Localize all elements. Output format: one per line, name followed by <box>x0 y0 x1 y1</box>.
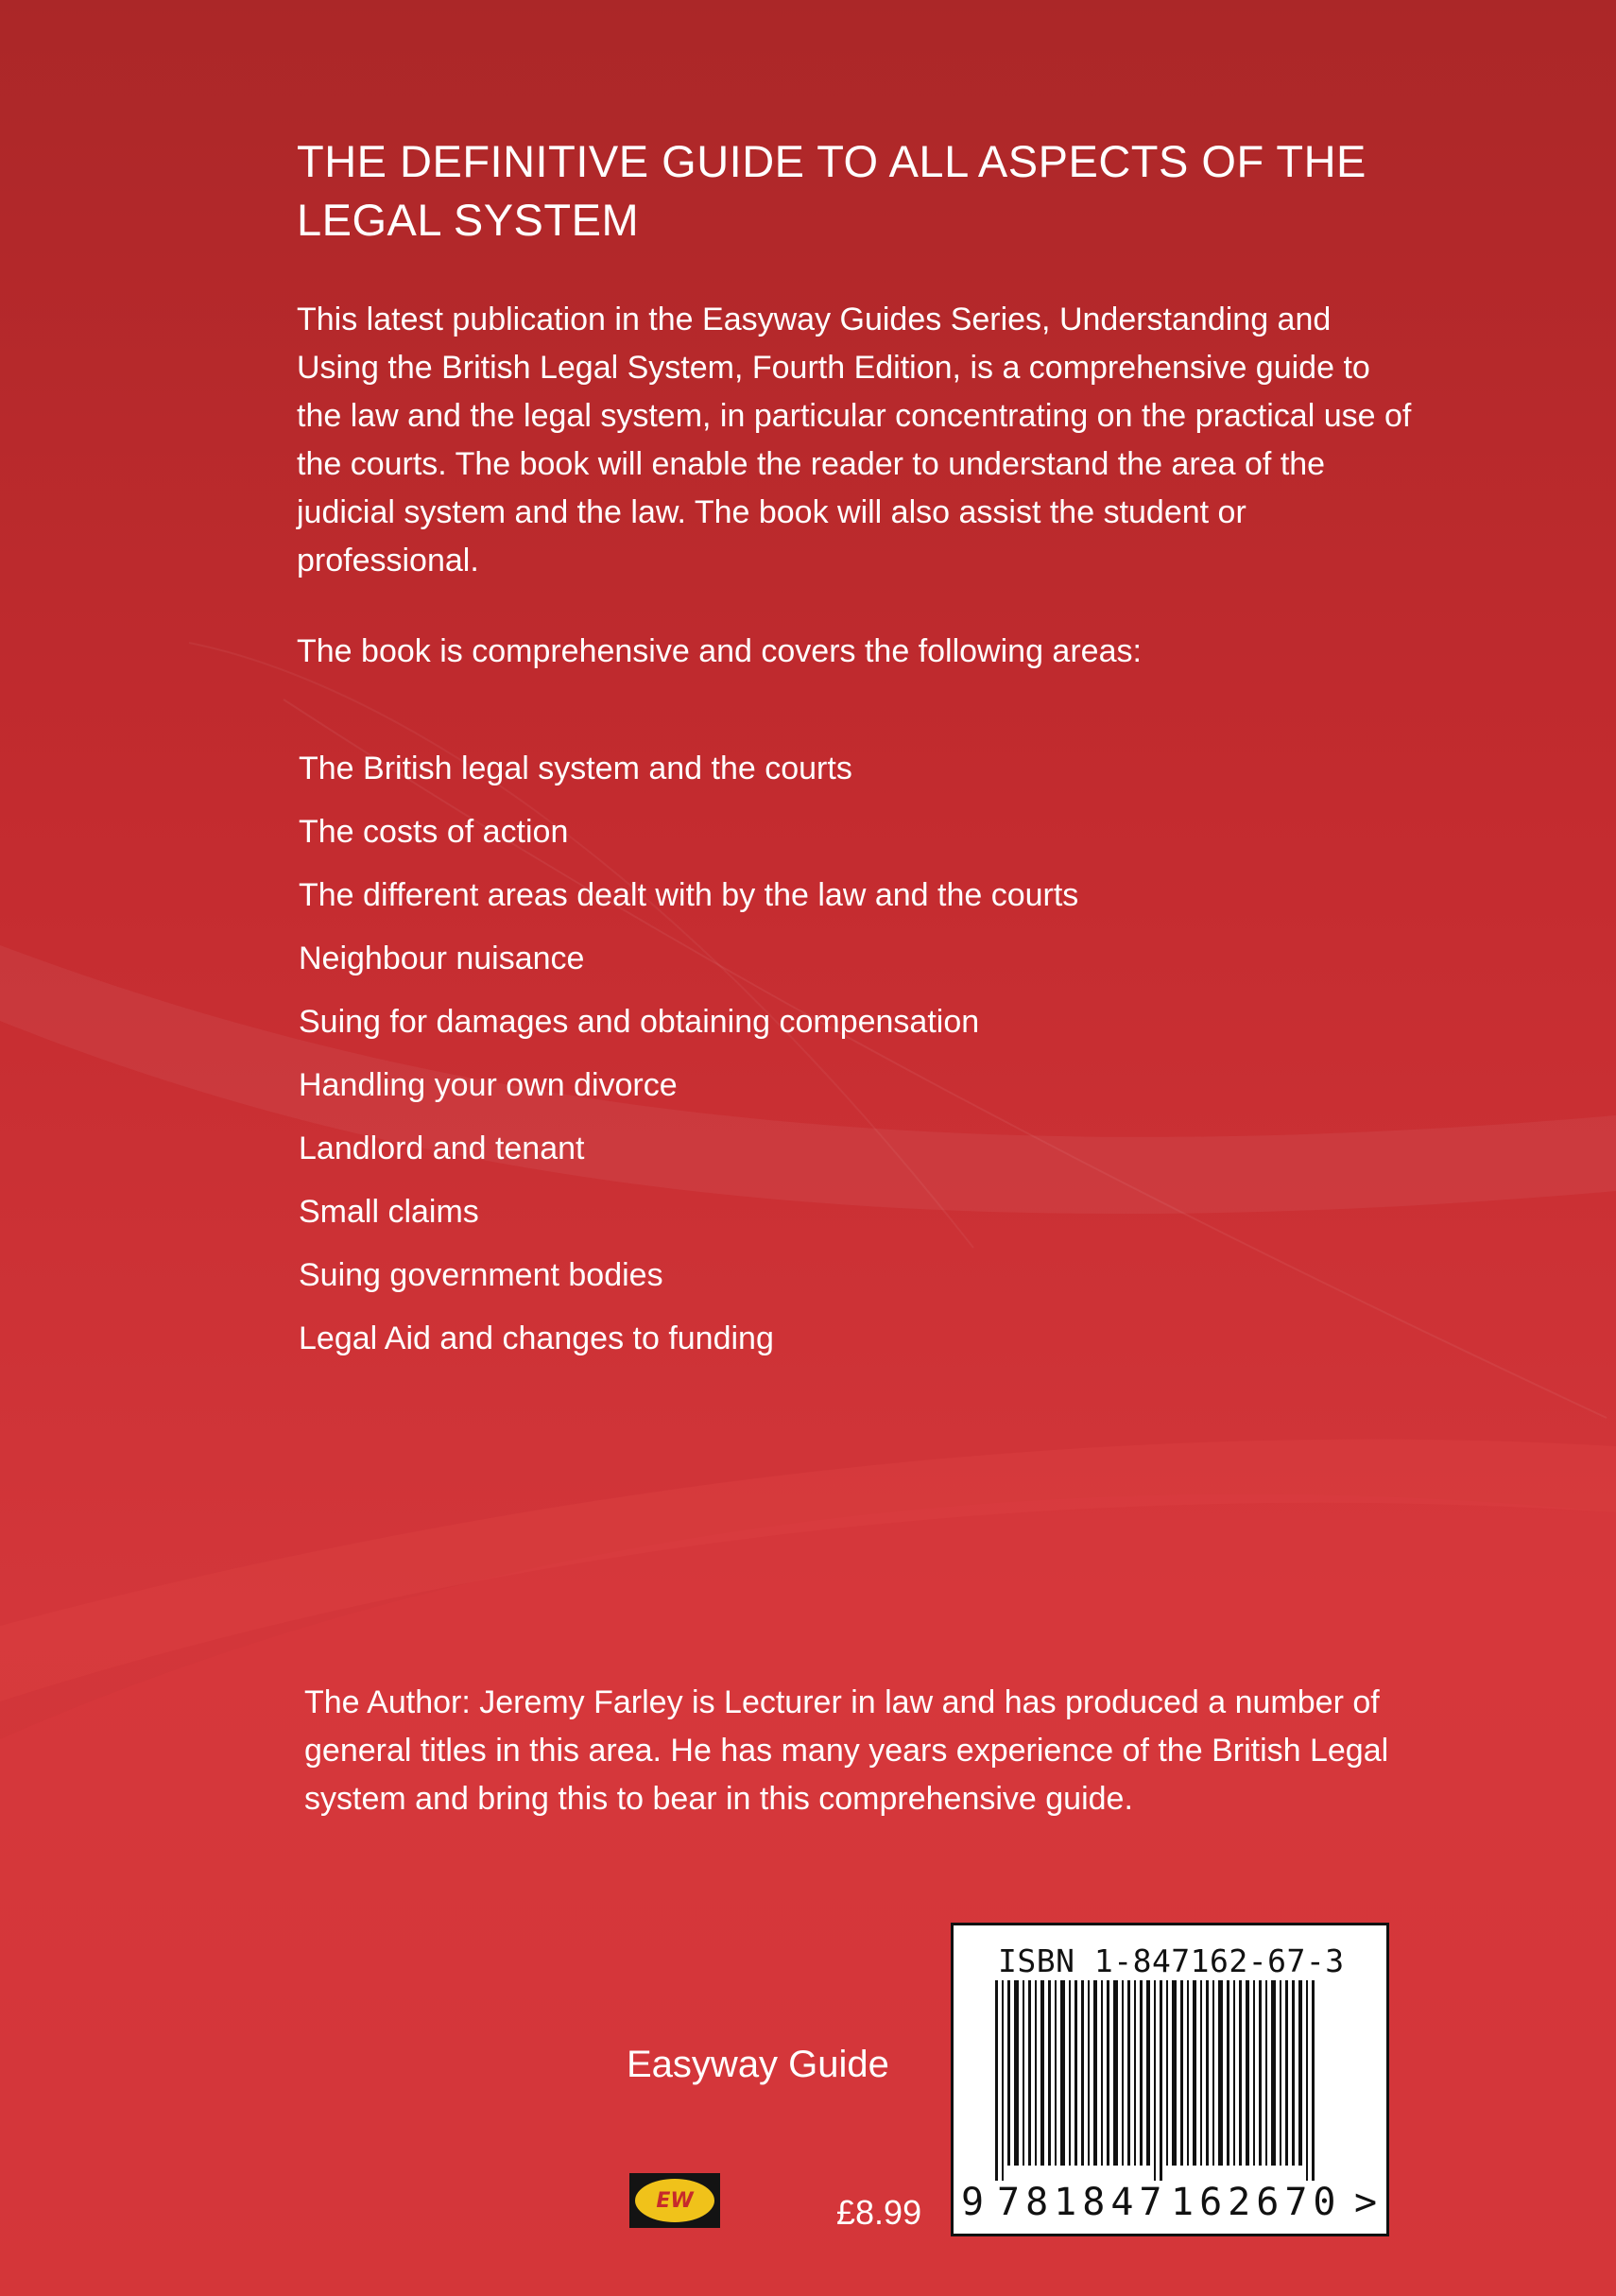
barcode-bar <box>1140 1980 1143 2166</box>
barcode-bar <box>1014 1980 1019 2166</box>
barcode-bar <box>1060 1980 1065 2166</box>
barcode-bar <box>1160 1980 1162 2181</box>
barcode-bar <box>1306 1980 1308 2181</box>
ean-left-group: 781847 <box>997 2181 1168 2224</box>
barcode-bar <box>1007 1980 1010 2166</box>
barcode-bar <box>1093 1980 1097 2166</box>
barcode-bar <box>1172 1980 1177 2166</box>
areas-list <box>299 737 1078 1371</box>
intro-paragraph: This latest publication in the Easyway Guides Series, Understanding and Using the British Legal System, Fourth Edition, is a comprehensive guide to the law and the legal system, in particular concentrating on the practical use of the courts. The book will enable the reader to understand the area of the judicial system and the law. The book will also assist the student or professional. <box>297 302 1412 578</box>
barcode-bar <box>1023 1980 1024 2166</box>
barcode-bar <box>1227 1980 1229 2166</box>
barcode-bar <box>1166 1980 1168 2166</box>
price-label: £8.99 <box>836 2193 922 2232</box>
barcode-bar <box>1122 1980 1124 2166</box>
barcode-bar <box>1246 1980 1249 2166</box>
author-bio: The Author: Jeremy Farley is Lecturer in law and has produced a number of general titles in this area. He has many years experience of the British Legal system and bring this to bear in this comprehensive guide. <box>304 1684 1389 1817</box>
barcode-bar <box>1233 1980 1235 2166</box>
barcode-bar <box>1285 1980 1288 2166</box>
area-item: Landlord and tenant <box>299 1131 585 1166</box>
barcode-bar <box>1298 1980 1302 2166</box>
cover-heading: THE DEFINITIVE GUIDE TO ALL ASPECTS OF THE LEGAL SYSTEM <box>297 136 1367 245</box>
barcode-bar <box>1113 1980 1118 2166</box>
barcode-bar <box>1292 1980 1295 2166</box>
barcode-bar <box>1206 1980 1209 2166</box>
barcode-bar <box>1040 1980 1044 2166</box>
ean-end-marker: > <box>1354 2181 1378 2224</box>
barcode-bar <box>1055 1980 1057 2166</box>
barcode-icon <box>954 1980 1386 2181</box>
barcode-bar <box>1187 1980 1189 2166</box>
barcode-bar <box>1081 1980 1084 2166</box>
barcode-bar <box>1134 1980 1136 2166</box>
barcode-bar <box>1146 1980 1150 2166</box>
area-item: Small claims <box>299 1194 479 1230</box>
ean-number <box>954 2181 1386 2224</box>
area-item: The British legal system and the courts <box>299 751 852 786</box>
barcode-bar <box>1069 1980 1071 2166</box>
barcode-bar <box>1127 1980 1130 2166</box>
barcode-bar <box>1107 1980 1109 2166</box>
ean-first-digit: 9 <box>961 2181 985 2224</box>
publisher-logo <box>629 2173 720 2228</box>
isbn-barcode-box <box>951 1923 1389 2236</box>
ean-right-group: 162670 <box>1171 2181 1342 2224</box>
barcode-bar <box>1312 1980 1315 2181</box>
barcode-bar <box>1218 1980 1223 2166</box>
barcode-bar <box>1259 1980 1262 2166</box>
barcode-bar <box>995 1980 998 2181</box>
barcode-bar <box>1212 1980 1214 2166</box>
barcode-bar <box>1028 1980 1031 2166</box>
publisher-logo-text: EW <box>635 2179 714 2222</box>
barcode-bar <box>1180 1980 1183 2166</box>
areas-lead-text: The book is comprehensive and covers the following areas: <box>297 633 1142 669</box>
area-item: Handling your own divorce <box>299 1067 678 1103</box>
area-item: Suing for damages and obtaining compensation <box>299 1004 980 1040</box>
barcode-bar <box>1074 1980 1077 2166</box>
barcode-bar <box>1048 1980 1051 2166</box>
barcode-bar <box>1154 1980 1156 2181</box>
barcode-bar <box>1239 1980 1242 2166</box>
barcode-bar <box>1088 1980 1090 2166</box>
area-item: Suing government bodies <box>299 1257 663 1293</box>
barcode-bar <box>1265 1980 1267 2166</box>
barcode-bar <box>1002 1980 1004 2181</box>
barcode-bar <box>1035 1980 1037 2166</box>
barcode-bar <box>1280 1980 1281 2166</box>
area-item: The different areas dealt with by the law and the courts <box>299 877 1079 913</box>
area-item: Neighbour nuisance <box>299 941 585 976</box>
barcode-bar <box>1200 1980 1202 2166</box>
area-item: Legal Aid and changes to funding <box>299 1321 774 1356</box>
barcode-bar <box>1253 1980 1255 2166</box>
area-item: The costs of action <box>299 814 569 850</box>
series-label: Easyway Guide <box>627 2044 889 2085</box>
isbn-text: ISBN 1-847162-67-3 <box>998 1942 1345 1979</box>
barcode-bar <box>1271 1980 1276 2166</box>
barcode-bar <box>1101 1980 1103 2166</box>
barcode-bar <box>1193 1980 1196 2166</box>
